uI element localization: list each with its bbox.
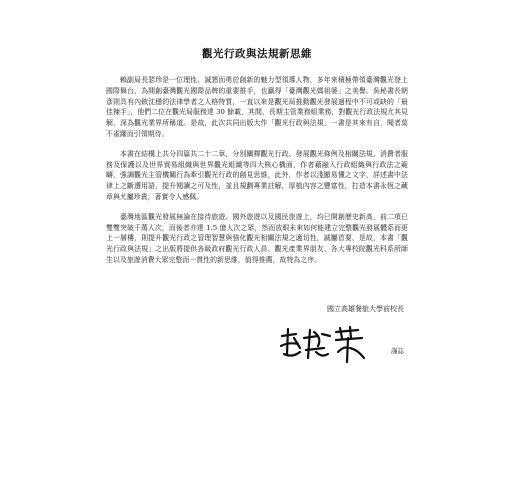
signature-row (106, 324, 408, 364)
preface-page (106, 46, 408, 355)
paragraph-3: 臺灣地區觀光發展無論在接待旅遊、國外旅遊以及國民旅遊上，均已開創歷史新高，前二項已雙雙突破千萬人次，而後者亦達 1.5 億人次之眾，然而放眼未來如何能建立完整觀光發展體系而更上一層樓，則提升觀光行政之管理智慧與強化觀光相關法規之適切性，誠屬首要，是故，本書「觀光行政與法規」之出版將提供各級政府觀光行政人員、觀光產業界朋友、各大專校院觀光科系所師生以及旅遊消費大眾完整而一貫性的新思維，值得推薦，故特為之序。 (106, 212, 408, 264)
handwritten-signature-icon (278, 324, 374, 364)
document-title: 觀光行政與法規新思維 (202, 48, 312, 60)
paragraph-1: 賴副局長瑟珍是一位理性、誠懇而勇於創新的魅力型領導人物，多年來積極帶領臺灣觀光登上國際舞台，為開創臺灣觀光國際品牌的重要推手，也贏得「臺灣觀光媽祖婆」之美譽。吳秘書長朝彥則具有內斂沈穩的法律學者之人格特質，一直以來是觀光局推動觀光發展過程中不可或缺的「最佳揀手」，他們二位在觀光局服務達 30 餘載，其間，長期主管業務組業務，對觀光行政法規尤其見解，深為觀光業界所稱道。是故，此次共同出版大作「觀光行政與法規」一書是其來有自，聞者莫不雀躍而引領期待。 (106, 76, 408, 138)
author-affiliation: 國立高雄餐旅大學前校長 (327, 305, 404, 313)
signature-suffix: 謹誌 (391, 347, 404, 355)
closing-block (106, 304, 408, 364)
paragraph-2: 本書在結構上共分四篇共二十二章，分別闡釋觀光行政、發展觀光條例及相關法規、消費者服務及保護以及世界貿易組織與世界觀光組織等四大核心構面，作者藉融入行政組織與行政法之範疇，強調觀光主管機關行為牽引觀光行政的創見思維，此外，作者以淺顯易懂之文字，詳述書中法律上之斷遭用語，提升閱讀之可及性，並且規劃專業註解，厚植內容之豐富性，打造本書永恆之藏章與尤屬珍貴，著實令人感佩。 (106, 149, 408, 201)
